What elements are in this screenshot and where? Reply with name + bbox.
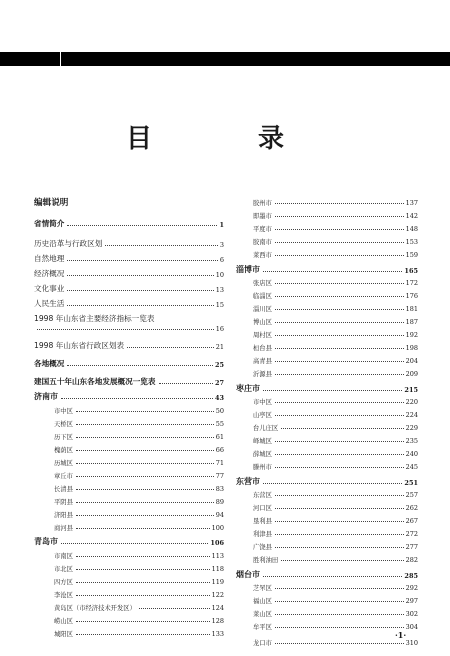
toc-page-number: 15 (215, 301, 224, 309)
dot-leader (275, 255, 404, 256)
toc-district[interactable] (253, 317, 418, 326)
toc-page-number: 16 (215, 325, 224, 333)
toc-entry-label: 文化事业 (34, 284, 65, 293)
toc-entry-label: 平度市 (253, 226, 272, 233)
dot-leader (67, 260, 217, 261)
toc-page-number: 6 (219, 256, 224, 264)
dot-leader (76, 595, 210, 596)
toc-page-number: 272 (405, 530, 418, 538)
toc-district[interactable] (253, 583, 418, 592)
dot-leader (67, 305, 213, 306)
toc-page-number: 61 (215, 433, 224, 441)
toc-page-number: 50 (215, 407, 224, 415)
dot-leader (275, 627, 404, 628)
toc-entry-label: 即墨市 (253, 213, 272, 220)
toc-page-number: 118 (211, 565, 224, 573)
toc-district[interactable] (253, 596, 418, 605)
toc-entry-label: 龙口市 (253, 640, 272, 647)
toc-district[interactable] (54, 603, 224, 612)
dot-leader (275, 361, 404, 362)
toc-page-number: 209 (405, 370, 418, 378)
toc-page-number: 165 (404, 267, 418, 275)
toc-district[interactable] (54, 458, 224, 467)
dot-leader (275, 467, 404, 468)
toc-entry-label: 崂山区 (54, 618, 73, 625)
dot-leader (67, 225, 217, 226)
toc-entry-label: 济阳县 (54, 512, 73, 519)
toc-entry-label: 临淄区 (253, 293, 272, 300)
toc-entry-label: 市南区 (54, 553, 73, 560)
toc-entry[interactable] (34, 283, 224, 294)
dot-leader (61, 543, 208, 544)
toc-district[interactable] (253, 436, 418, 445)
toc-district[interactable] (253, 638, 418, 647)
dot-leader (275, 402, 404, 403)
toc-entry-label: 东营市 (236, 477, 260, 486)
toc-district[interactable] (54, 523, 224, 532)
toc-district[interactable] (54, 471, 224, 480)
toc-entry-label: 各地概况 (34, 359, 65, 368)
toc-entry-label: 山亭区 (253, 412, 272, 419)
toc-city-yantai[interactable] (236, 569, 418, 580)
toc-entry-label: 历史沿革与行政区划 (34, 239, 103, 248)
header-bar-mark (60, 52, 61, 66)
toc-district[interactable] (253, 211, 418, 220)
dot-leader (275, 547, 404, 548)
toc-entry-label: 长清县 (54, 486, 73, 493)
toc-district[interactable] (54, 510, 224, 519)
dot-leader (76, 515, 214, 516)
page-number: ·1· (395, 630, 407, 640)
dot-leader (275, 508, 404, 509)
dot-leader (263, 390, 402, 391)
toc-entry-label: 淄川区 (253, 306, 272, 313)
toc-page-number: 235 (405, 437, 418, 445)
toc-district[interactable] (54, 484, 224, 493)
toc-entry-label: 台儿庄区 (253, 425, 279, 432)
dot-leader (67, 275, 213, 276)
toc-entry-label: 博山区 (253, 319, 272, 326)
toc-entry-label: 河口区 (253, 505, 272, 512)
toc-entry-label: 芝罘区 (253, 585, 272, 592)
toc-entry[interactable] (34, 298, 224, 309)
toc-page-number: 148 (405, 225, 418, 233)
toc-entry-table1-page[interactable] (34, 325, 224, 333)
toc-section-development-table[interactable] (34, 376, 224, 387)
toc-page-number: 285 (404, 572, 418, 580)
toc-district[interactable] (253, 198, 418, 207)
toc-page-number: 106 (210, 539, 224, 547)
toc-page-number: 142 (405, 212, 418, 220)
dot-leader (263, 271, 402, 272)
dot-leader (275, 348, 404, 349)
dot-leader (76, 489, 214, 490)
toc-district[interactable] (253, 250, 418, 259)
toc-page-number: 176 (405, 292, 418, 300)
dot-leader (61, 398, 213, 399)
toc-entry-label: 1998 年山东省行政区划表 (34, 341, 125, 350)
toc-entry-label: 黄岛区（市经济技术开发区） (54, 605, 136, 612)
toc-entry-label: 胶南市 (253, 239, 272, 246)
dot-leader (275, 441, 404, 442)
dot-leader (275, 495, 404, 496)
toc-page-number: 224 (405, 411, 418, 419)
toc-page-number: 220 (405, 398, 418, 406)
dot-leader (275, 322, 404, 323)
dot-leader (263, 483, 402, 484)
toc-page-number: 172 (405, 279, 418, 287)
toc-page-number: 10 (215, 271, 224, 279)
dot-leader (275, 521, 404, 522)
toc-entry-table1-title[interactable] (34, 313, 224, 324)
toc-entry-label: 淄博市 (236, 265, 260, 274)
dot-leader (275, 374, 404, 375)
toc-page-number: 181 (405, 305, 418, 313)
toc-district[interactable] (253, 449, 418, 458)
toc-page-number: 66 (215, 446, 224, 454)
toc-district[interactable] (253, 330, 418, 339)
toc-page-number: 133 (211, 630, 224, 638)
dot-leader (275, 203, 404, 204)
toc-page-number: 292 (405, 584, 418, 592)
toc-entry-label: 莱西市 (253, 252, 272, 259)
toc-district[interactable] (253, 410, 418, 419)
dot-leader (275, 601, 404, 602)
dot-leader (275, 643, 404, 644)
toc-page-number: 257 (405, 491, 418, 499)
toc-district[interactable] (253, 397, 418, 406)
toc-entry-label: 青岛市 (34, 537, 58, 546)
toc-district[interactable] (253, 609, 418, 618)
toc-page-number: 251 (404, 479, 418, 487)
toc-page-number: 198 (405, 344, 418, 352)
dot-leader (76, 634, 210, 635)
toc-page-number: 100 (211, 524, 224, 532)
toc-page-number: 83 (215, 485, 224, 493)
toc-page-number: 282 (405, 556, 418, 564)
toc-city-jinan[interactable] (34, 391, 224, 402)
toc-page-number: 113 (211, 552, 224, 560)
toc-entry-label: 章丘市 (54, 473, 73, 480)
toc-entry-label: 建国五十年山东各地发展概况一览表 (34, 377, 156, 386)
dot-leader (105, 245, 218, 246)
dot-leader (275, 296, 404, 297)
toc-page-number: 55 (215, 420, 224, 428)
toc-district[interactable] (253, 278, 418, 287)
toc-section-overview[interactable] (34, 218, 224, 229)
dot-leader (76, 569, 210, 570)
dot-leader (76, 476, 214, 477)
dot-leader (76, 502, 214, 503)
toc-district[interactable] (253, 369, 418, 378)
toc-entry[interactable] (34, 253, 224, 264)
dot-leader (76, 450, 214, 451)
toc-entry-label: 省情简介 (34, 219, 65, 228)
toc-district[interactable] (54, 551, 224, 560)
toc-district[interactable] (253, 343, 418, 352)
toc-page-number: 310 (405, 639, 418, 647)
toc-section-regions[interactable] (34, 358, 224, 369)
toc-city-zibo[interactable] (236, 264, 418, 275)
toc-page-number: 3 (219, 241, 224, 249)
toc-entry-label: 市北区 (54, 566, 73, 573)
toc-entry-label: 市中区 (54, 408, 73, 415)
toc-page-number: 128 (211, 617, 224, 625)
toc-district[interactable] (54, 432, 224, 441)
page-title: 目 录 (125, 124, 324, 154)
toc-page-number: 153 (405, 238, 418, 246)
toc-page-number: 304 (405, 623, 418, 631)
toc-district[interactable] (253, 304, 418, 313)
toc-district[interactable] (253, 423, 418, 432)
toc-district[interactable] (253, 622, 418, 631)
toc-page-number: 94 (215, 511, 224, 519)
toc-district[interactable] (253, 555, 418, 564)
toc-district[interactable] (54, 616, 224, 625)
toc-page-number: 77 (215, 472, 224, 480)
toc-district[interactable] (54, 419, 224, 428)
toc-page-number: 187 (405, 318, 418, 326)
toc-entry-label: 高青县 (253, 358, 272, 365)
toc-entry-label: 周村区 (253, 332, 272, 339)
toc-page-number: 245 (405, 463, 418, 471)
dot-leader (76, 411, 214, 412)
toc-district[interactable] (54, 497, 224, 506)
dot-leader (76, 528, 210, 529)
dot-leader (275, 283, 404, 284)
toc-district[interactable] (253, 529, 418, 538)
dot-leader (76, 556, 210, 557)
toc-page-number: 43 (214, 394, 224, 402)
dot-leader (37, 329, 214, 330)
dot-leader (275, 229, 404, 230)
toc-entry-label: 沂源县 (253, 371, 272, 378)
toc-entry-label: 历城区 (54, 460, 73, 467)
dot-leader (76, 582, 210, 583)
toc-page-number: 137 (405, 199, 418, 207)
toc-page-number: 13 (215, 286, 224, 294)
toc-page-number: 297 (405, 597, 418, 605)
toc-entry-label: 广饶县 (253, 544, 272, 551)
toc-entry-label: 胶州市 (253, 200, 272, 207)
toc-entry-label: 四方区 (54, 579, 73, 586)
toc-page-number: 267 (405, 517, 418, 525)
toc-page-number: 25 (214, 361, 224, 369)
toc-district[interactable] (54, 577, 224, 586)
toc-page-number: 21 (215, 343, 224, 351)
dot-leader (275, 216, 404, 217)
toc-entry-label: 利津县 (253, 531, 272, 538)
toc-district[interactable] (54, 564, 224, 573)
toc-entry-label: 人民生活 (34, 299, 65, 308)
toc-entry-label: 薛城区 (253, 451, 272, 458)
toc-city-zaozhuang[interactable] (236, 383, 418, 394)
toc-entry-label: 平阴县 (54, 499, 73, 506)
toc-district[interactable] (253, 516, 418, 525)
dot-leader (281, 428, 403, 429)
toc-entry-table2[interactable] (34, 340, 224, 351)
toc-page-number: 124 (211, 604, 224, 612)
dot-leader (127, 347, 214, 348)
header-bar (0, 52, 450, 66)
dot-leader (76, 463, 214, 464)
toc-page-number: 240 (405, 450, 418, 458)
toc-page-number: 159 (405, 251, 418, 259)
dot-leader (139, 608, 210, 609)
toc-entry-label: 商河县 (54, 525, 73, 532)
toc-page-number: 277 (405, 543, 418, 551)
toc-entry-label: 福山区 (253, 598, 272, 605)
toc-district[interactable] (54, 629, 224, 638)
toc-heading-label: 编辑说明 (34, 198, 69, 208)
dot-leader (275, 534, 404, 535)
dot-leader (67, 365, 213, 366)
toc-entry-label: 东营区 (253, 492, 272, 499)
dot-leader (275, 309, 404, 310)
toc-entry-label: 经济概况 (34, 269, 65, 278)
toc-entry-label: 济南市 (34, 392, 58, 401)
toc-page-number: 302 (405, 610, 418, 618)
dot-leader (281, 560, 403, 561)
toc-entry-label: 牟平区 (253, 624, 272, 631)
toc-entry[interactable] (34, 268, 224, 279)
toc-district[interactable] (253, 224, 418, 233)
toc-entry-label: 1998 年山东省主要经济指标一览表 (34, 314, 155, 323)
toc-district[interactable] (253, 542, 418, 551)
toc-entry-label: 自然地理 (34, 254, 65, 263)
toc-page-number: 27 (214, 379, 224, 387)
toc-heading-editor-note (34, 196, 224, 208)
toc-entry-label: 历下区 (54, 434, 73, 441)
toc-page-number: 71 (215, 459, 224, 467)
toc-entry-label: 垦利县 (253, 518, 272, 525)
toc-page-number: 215 (404, 386, 418, 394)
dot-leader (275, 614, 404, 615)
toc-district[interactable] (54, 590, 224, 599)
dot-leader (275, 242, 404, 243)
dot-leader (275, 454, 404, 455)
toc-district[interactable] (253, 356, 418, 365)
dot-leader (67, 290, 213, 291)
dot-leader (275, 588, 404, 589)
toc-entry-label: 市中区 (253, 399, 272, 406)
toc-entry-label: 滕州市 (253, 464, 272, 471)
toc-entry-label: 峄城区 (253, 438, 272, 445)
toc-entry[interactable] (34, 238, 224, 249)
toc-district[interactable] (253, 237, 418, 246)
toc-district[interactable] (253, 503, 418, 512)
toc-city-dongying[interactable] (236, 476, 418, 487)
toc-page-number: 1 (219, 221, 224, 229)
toc-entry-label: 枣庄市 (236, 384, 260, 393)
toc-page-number: 89 (215, 498, 224, 506)
toc-page-number: 119 (211, 578, 224, 586)
dot-leader (275, 415, 404, 416)
toc-district[interactable] (253, 462, 418, 471)
dot-leader (159, 383, 213, 384)
toc-entry-label: 桓台县 (253, 345, 272, 352)
toc-page-number: 204 (405, 357, 418, 365)
toc-entry-label: 天桥区 (54, 421, 73, 428)
toc-page-number: 262 (405, 504, 418, 512)
toc-entry-label: 槐荫区 (54, 447, 73, 454)
toc-city-qingdao[interactable] (34, 536, 224, 547)
dot-leader (76, 437, 214, 438)
toc-entry-label: 城阳区 (54, 631, 73, 638)
toc-district[interactable] (54, 445, 224, 454)
toc-entry-label: 李沧区 (54, 592, 73, 599)
toc-entry-label: 张店区 (253, 280, 272, 287)
toc-district[interactable] (253, 490, 418, 499)
toc-entry-label: 胜利油田 (253, 557, 279, 564)
dot-leader (76, 424, 214, 425)
dot-leader (275, 335, 404, 336)
dot-leader (263, 576, 402, 577)
toc-entry-label: 莱山区 (253, 611, 272, 618)
toc-district[interactable] (54, 406, 224, 415)
toc-page-number: 192 (405, 331, 418, 339)
toc-entry-label: 烟台市 (236, 570, 260, 579)
toc-district[interactable] (253, 291, 418, 300)
toc-page-number: 122 (211, 591, 224, 599)
dot-leader (76, 621, 210, 622)
toc-page-number: 229 (405, 424, 418, 432)
